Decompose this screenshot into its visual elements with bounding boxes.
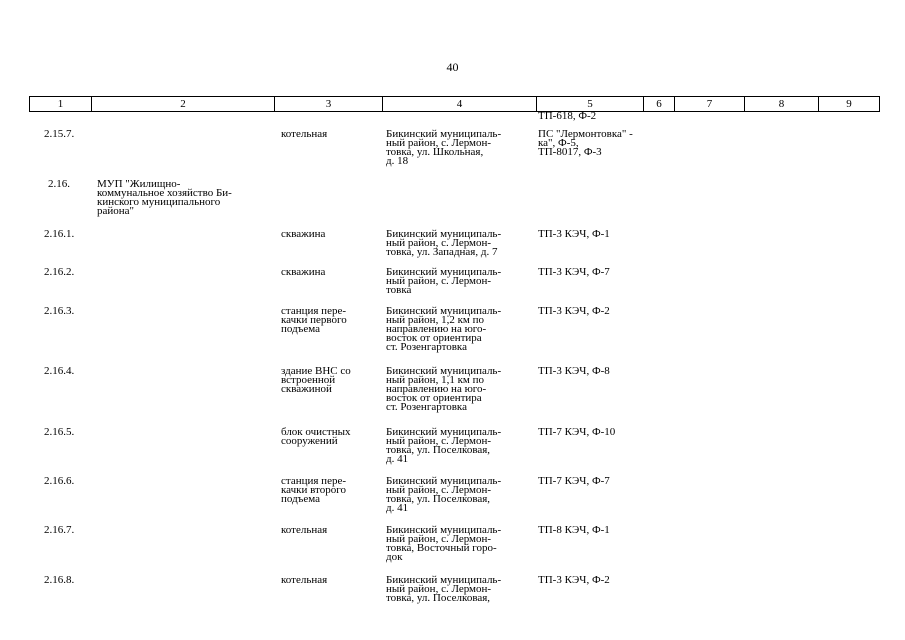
column-header-9: 9 [819, 97, 880, 112]
power-supply-cell: ТП-7 КЭЧ, Ф-10 [538, 426, 616, 438]
row-number-cell: 2.15.7. [44, 128, 75, 140]
object-cell: скважина [281, 228, 326, 240]
row-number-cell: 2.16.6. [44, 475, 75, 487]
object-cell: котельная [281, 574, 328, 586]
row-number-cell: 2.16.1. [44, 228, 75, 240]
organization-cell: МУП "Жилищно- коммунальное хозяйство Би- кинского муниципального района" [97, 178, 232, 217]
power-supply-cell: ТП-7 КЭЧ, Ф-7 [538, 475, 610, 487]
object-cell: котельная [281, 128, 328, 140]
row-number-cell: 2.16.3. [44, 305, 75, 317]
column-header-7: 7 [675, 97, 745, 112]
power-supply-cell: ТП-3 КЭЧ, Ф-1 [538, 228, 610, 240]
address-cell: Бикинский муниципаль- ный район, с. Лермон- товка, ул. Школьная, д. 18 [386, 128, 502, 167]
power-supply-cell: ТП-3 КЭЧ, Ф-8 [538, 365, 610, 377]
address-cell: Бикинский муниципаль- ный район, 1,1 км по направлению на юго- восток от ориентира ст. Розенгартовка [386, 365, 502, 413]
column-header-6: 6 [644, 97, 675, 112]
address-cell: Бикинский муниципаль- ный район, 1,2 км по направлению на юго- восток от ориентира ст. Розенгартовка [386, 305, 502, 353]
row-number-cell: 2.16.8. [44, 574, 75, 586]
row-number-cell: 2.16. [48, 178, 70, 190]
column-header-1: 1 [30, 97, 92, 112]
object-cell: станция пере- качки первого подъема [281, 305, 347, 335]
object-cell: скважина [281, 266, 326, 278]
column-header-2: 2 [92, 97, 275, 112]
power-supply-cell: ТП-8 КЭЧ, Ф-1 [538, 524, 610, 536]
object-cell: блок очистных сооружений [281, 426, 351, 447]
row-number-cell: 2.16.2. [44, 266, 75, 278]
address-cell: Бикинский муниципаль- ный район, с. Лермон- товка, ул. Поселковая, д. 41 [386, 475, 502, 514]
object-cell: станция пере- качки второго подъема [281, 475, 346, 505]
address-cell: Бикинский муниципаль- ный район, с. Лермон- товка, ул. Западная, д. 7 [386, 228, 502, 258]
power-supply-cell: ТП-3 КЭЧ, Ф-2 [538, 574, 610, 586]
power-supply-cell: ТП-3 КЭЧ, Ф-2 [538, 305, 610, 317]
column-header-3: 3 [275, 97, 383, 112]
row-number-cell: 2.16.7. [44, 524, 75, 536]
power-supply-cell: ПС "Лермонтовка" - ка", Ф-5, ТП-8017, Ф-3 [538, 128, 633, 158]
column-header-5: 5 [537, 97, 644, 112]
object-cell: здание ВНС со встроенной скважиной [281, 365, 351, 395]
address-cell: Бикинский муниципаль- ный район, с. Лермон- товка, ул. Поселковая, [386, 574, 502, 604]
row-number-cell: 2.16.4. [44, 365, 75, 377]
object-cell: котельная [281, 524, 328, 536]
power-supply-cell: ТП-3 КЭЧ, Ф-7 [538, 266, 610, 278]
page-number: 40 [446, 60, 459, 74]
address-cell: Бикинский муниципаль- ный район, с. Лермон- товка, Восточный горо- док [386, 524, 502, 563]
carryover-supply-cell: ТП-618, Ф-2 [538, 110, 597, 122]
address-cell: Бикинский муниципаль- ный район, с. Лермон- товка, ул. Поселковая, д. 41 [386, 426, 502, 465]
address-cell: Бикинский муниципаль- ный район, с. Лермон- товка [386, 266, 502, 296]
column-header-table [29, 96, 880, 112]
row-number-cell: 2.16.5. [44, 426, 75, 438]
column-header-row [30, 97, 880, 112]
column-header-8: 8 [745, 97, 819, 112]
column-header-4: 4 [383, 97, 537, 112]
